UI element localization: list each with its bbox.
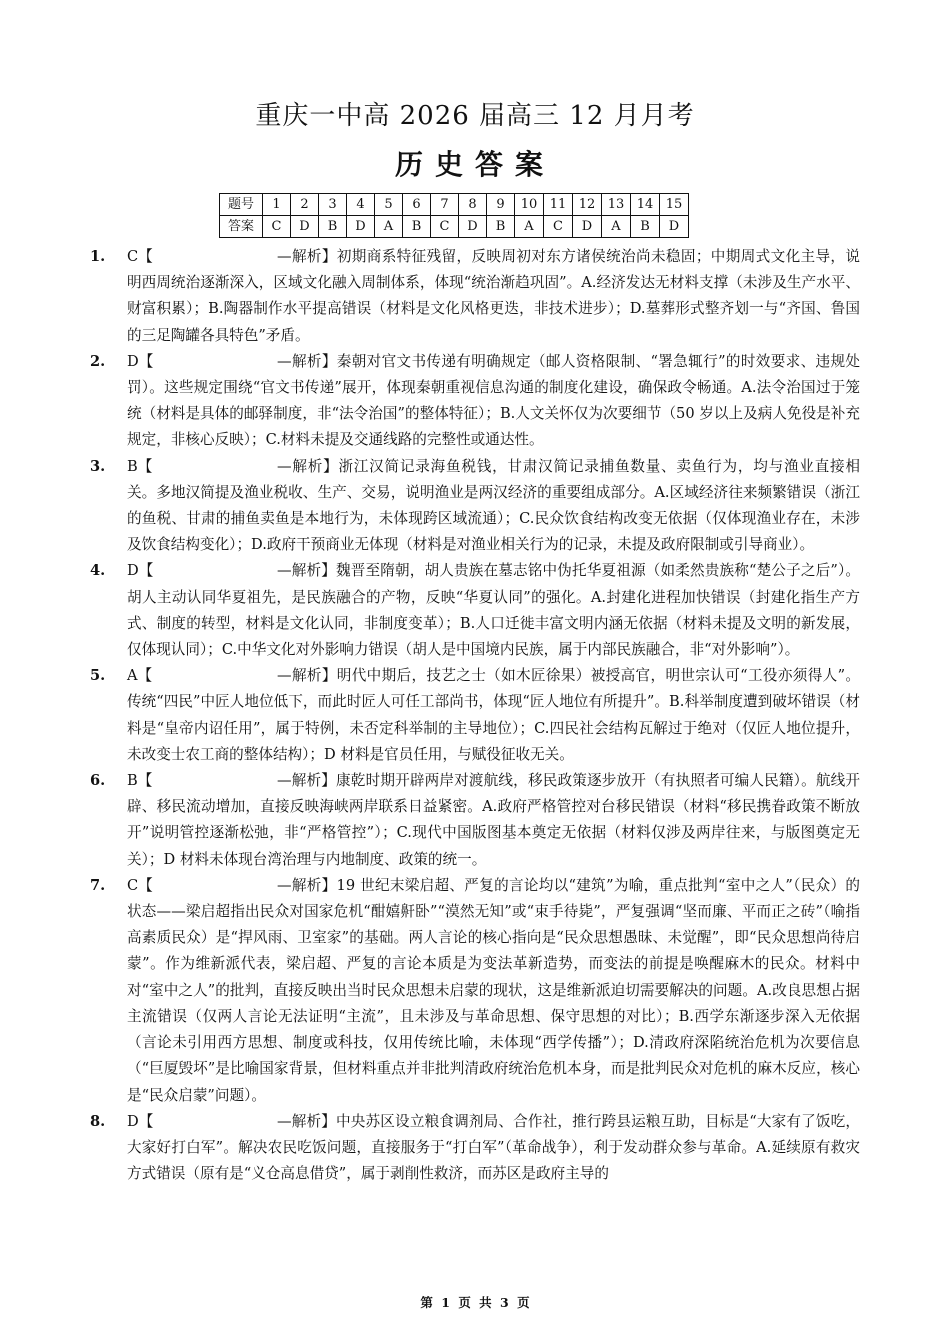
table-cell-number: 7: [431, 194, 459, 216]
answer-table-answer-row: [220, 216, 689, 238]
table-cell-number: 10: [515, 194, 544, 216]
item-explanation: —解析】中央苏区设立粮食调剂局、合作社，推行跨县运粮互助，目标是“大家有了饭吃，大家好打白军”。解决农民吃饭问题，直接服务于“打白军”（革命战争），利于发动群众参与革命。A.延续原有救灾方式错误（原有是“义仓高息借贷”，属于剥削性救济，而苏区是政府主导的: [127, 1112, 860, 1183]
table-cell-number: 8: [459, 194, 487, 216]
table-cell-number: 11: [544, 194, 573, 216]
explanation-item-7: [90, 873, 860, 1109]
row-label-answer: 答案: [220, 216, 263, 238]
table-cell-answer: A: [515, 216, 544, 238]
item-explanation: —解析】浙江汉简记录海鱼税钱，甘肃汉简记录捕鱼数量、卖鱼行为，均与渔业直接相关。多地汉简提及渔业税收、生产、交易，说明渔业是两汉经济的重要组成部分。A.区域经济往来频繁错误（浙江的鱼税、甘肃的捕鱼卖鱼是本地行为，未体现跨区域流通）；C.民众饮食结构改变无依据（仅体现渔业存在，未涉及饮食结构变化）；D.政府干预商业无体现（材料是对渔业相关行为的记录，未提及政府限制或引导商业）。: [127, 457, 860, 554]
table-cell-number: 13: [602, 194, 631, 216]
explanation-item-4: [90, 558, 860, 663]
item-explanation: —解析】康乾时期开辟两岸对渡航线，移民政策逐步放开（有执照者可编人民籍）。航线开辟、移民流动增加，直接反映海峡两岸联系日益紧密。A.政府严格管控对台移民错误（材料“移民携眷政策不断放开”说明管控逐渐松弛，非“严格管控”）；C.现代中国版图基本奠定无依据（材料仅涉及两岸往来，与版图奠定无关）；D 材料未体现台湾治理与内地制度、政策的统一。: [127, 772, 860, 868]
table-cell-answer: A: [602, 216, 631, 238]
table-cell-answer: B: [319, 216, 347, 238]
item-explanation: —解析】初期商系特征残留，反映周初对东方诸侯统治尚未稳固；中期周式文化主导，说明西周统治逐渐深入，区域文化融入周制体系，体现“统治渐趋巩固”。A.经济发达无材料支撑（未涉及生产水平、财富积累）；B.陶器制作水平提高错误（材料是文化风格更迭，非技术进步）；D.墓葬形式整齐划一与“齐国、鲁国的三足陶罐各具特色”矛盾。: [127, 248, 860, 344]
item-answer: D【: [127, 352, 154, 370]
answer-table-number-row: [220, 194, 689, 216]
item-answer: B【: [127, 772, 153, 790]
explanation-item-3: [90, 454, 860, 559]
table-cell-number: 1: [263, 194, 291, 216]
table-cell-answer: D: [660, 216, 689, 238]
item-answer: D【: [127, 1112, 154, 1130]
item-number: 5.: [90, 667, 106, 685]
table-cell-answer: B: [631, 216, 660, 238]
table-cell-number: 2: [291, 194, 319, 216]
row-label-number: 题号: [220, 194, 263, 216]
explanation-item-1: [90, 244, 860, 349]
item-explanation: —解析】秦朝对官文书传递有明确规定（邮人资格限制、“署急辄行”的时效要求、违规处罚）。这些规定围绕“官文书传递”展开，体现秦朝重视信息沟通的制度化建设，确保政令畅通。A.法令治国过于笼统（材料是具体的邮驿制度，非“法令治国”的整体特征）；B.人文关怀仅为次要细节（50 岁以上及病人免役是补充规定，非核心反映）；C.材料未提及交通线路的完整性或通达性。: [127, 352, 860, 449]
item-number: 7.: [90, 876, 106, 894]
document-subtitle: 历史答案: [394, 148, 555, 181]
item-answer: C【: [127, 876, 153, 894]
explanation-item-6: [90, 768, 860, 873]
table-cell-answer: D: [347, 216, 375, 238]
table-cell-answer: D: [291, 216, 319, 238]
item-number: 8.: [90, 1112, 106, 1130]
table-cell-answer: D: [459, 216, 487, 238]
table-cell-answer: B: [487, 216, 515, 238]
table-cell-number: 6: [403, 194, 431, 216]
table-cell-answer: D: [573, 216, 602, 238]
item-explanation: —解析】19 世纪末梁启超、严复的言论均以“建筑”为喻，重点批判“室中之人”（民众）的状态——梁启超指出民众对国家危机“酣嬉鼾卧”“漠然无知”或“束手待毙”，严复强调“坚而廉、平而正之砖”（喻指高素质民众）是“捍风雨、卫室家”的基础。两人言论的核心指向是“民众思想愚昧、未觉醒”，即“民众思想尚待启蒙”。作为维新派代表，梁启超、严复的言论本质是为变法革新造势，而变法的前提是唤醒麻木的民众。材料中对“室中之人”的批判，直接反映出当时民众思想未启蒙的现状，这是维新派迫切需要解决的问题。A.改良思想占据主流错误（仅两人言论无法证明“主流”，且未涉及与革命思想、保守思想的对比）；B.西学东渐逐步深入无依据（言论未引用西方思想、制度或科技，仅用传统比喻，未体现“西学传播”）；D.清政府深陷统治危机为次要信息（“巨厦毁坏”是比喻国家背景，但材料重点并非批判清政府统治危机本身，而是批判民众对危机的麻木反应，核心是“民众启蒙”问题）。: [127, 876, 860, 1104]
table-cell-number: 9: [487, 194, 515, 216]
table-cell-answer: B: [403, 216, 431, 238]
document-title: 重庆一中高 2026 届高三 12 月月考: [255, 101, 695, 131]
page-footer: 第 1 页 共 3 页: [420, 1295, 530, 1310]
table-cell-answer: C: [431, 216, 459, 238]
item-explanation: —解析】魏晋至隋朝，胡人贵族在墓志铭中伪托华夏祖源（如柔然贵族称“楚公子之后”）。胡人主动认同华夏祖先，是民族融合的产物，反映“华夏认同”的强化。A.封建化进程加快错误（封建化指生产方式、制度的转型，材料是文化认同，非制度变革）；B.人口迁徙丰富文明内涵无依据（材料未提及文明的新发展，仅体现认同）；C.中华文化对外影响力错误（胡人是中国境内民族，属于内部民族融合，非“对外影响”）。: [127, 562, 860, 659]
item-number: 3.: [90, 457, 106, 475]
explanation-list: [90, 244, 860, 1187]
item-answer: B【: [127, 457, 153, 475]
item-answer: A【: [127, 667, 153, 685]
table-cell-number: 14: [631, 194, 660, 216]
answer-table: [219, 193, 689, 238]
item-number: 4.: [90, 562, 106, 580]
table-cell-answer: C: [263, 216, 291, 238]
table-cell-answer: C: [544, 216, 573, 238]
table-cell-number: 3: [319, 194, 347, 216]
item-answer: D【: [127, 562, 154, 580]
item-number: 6.: [90, 772, 106, 790]
item-number: 1.: [90, 248, 106, 265]
explanation-item-5: [90, 663, 860, 768]
item-answer: C【: [127, 248, 153, 265]
item-explanation: —解析】明代中期后，技艺之士（如木匠徐果）被授高官，明世宗认可“工役亦须得人”。传统“四民”中匠人地位低下，而此时匠人可任工部尚书，体现“匠人地位有所提升”。B.科举制度遭到破坏错误（材料是“皇帝内诏任用”，属于特例，未否定科举制的主导地位）；C.四民社会结构瓦解过于绝对（仅匠人地位提升，未改变士农工商的整体结构）；D 材料是官员任用，与赋役征收无关。: [127, 667, 860, 763]
explanation-item-8: [90, 1109, 860, 1188]
table-cell-number: 12: [573, 194, 602, 216]
explanation-item-2: [90, 349, 860, 454]
table-cell-answer: A: [375, 216, 403, 238]
table-cell-number: 4: [347, 194, 375, 216]
table-cell-number: 15: [660, 194, 689, 216]
table-cell-number: 5: [375, 194, 403, 216]
item-number: 2.: [90, 352, 106, 370]
